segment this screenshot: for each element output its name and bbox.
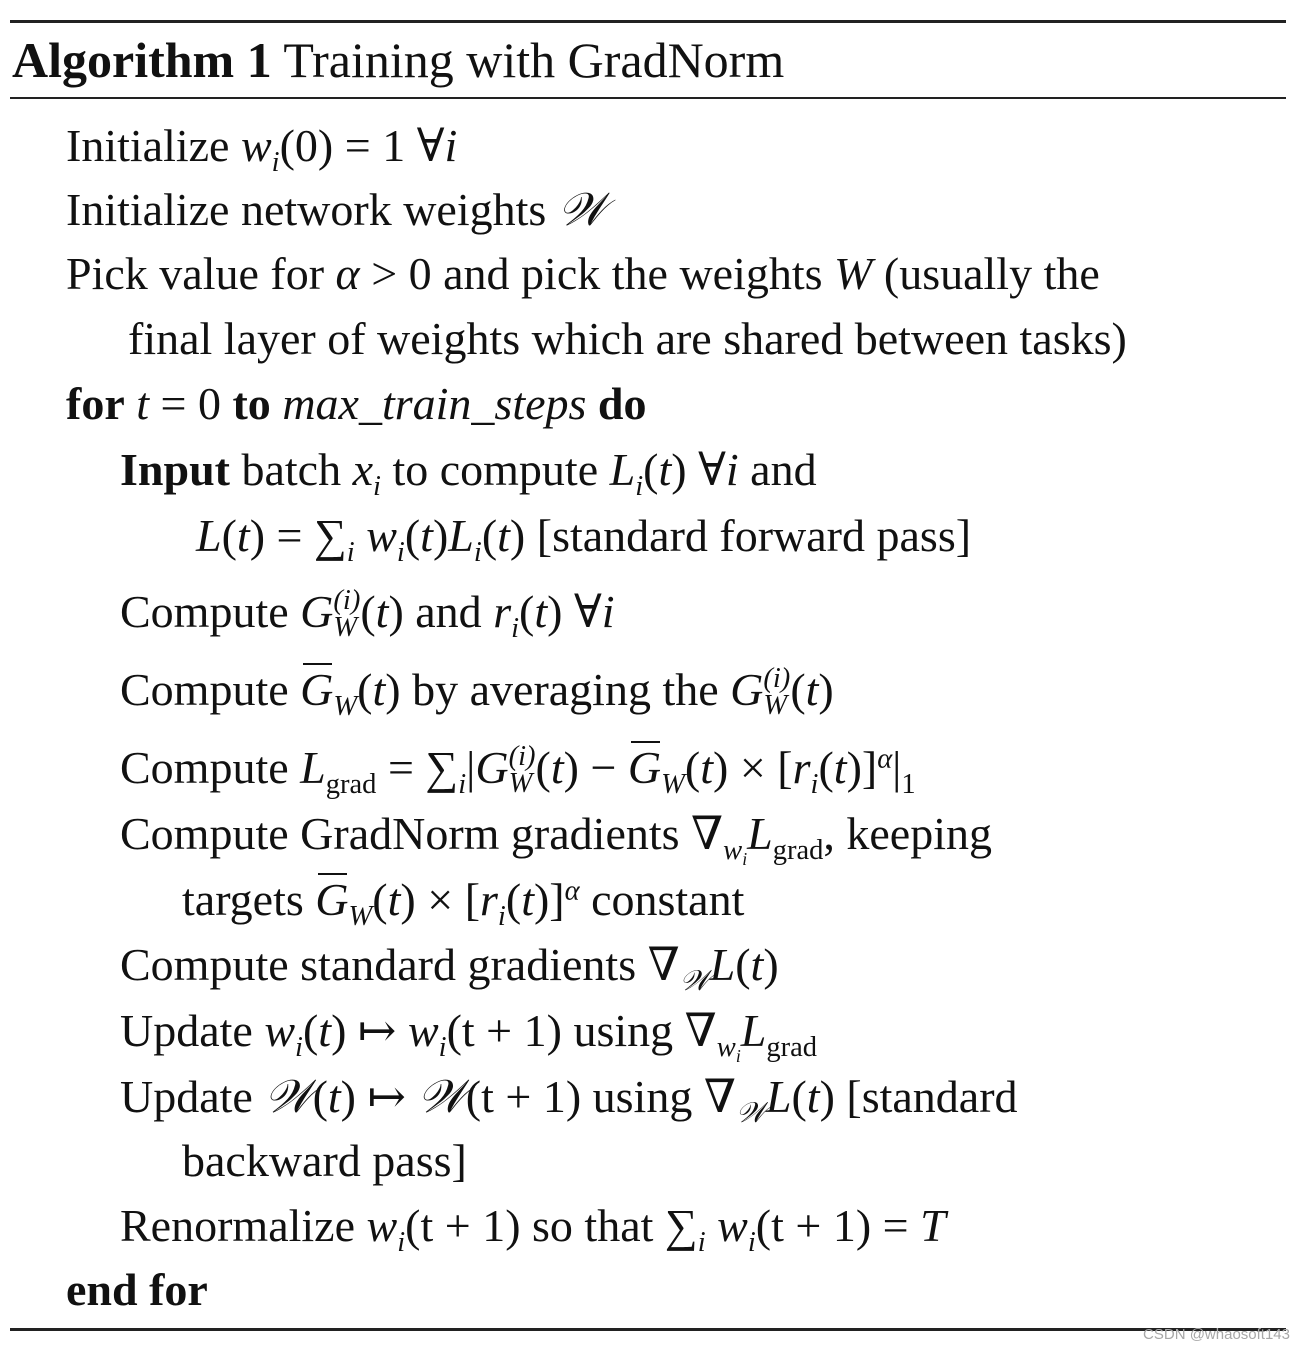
step-gradnorm-gradients: Compute GradNorm gradients $\nabla_{w_i}L_{grad}$, keeping: [120, 808, 993, 870]
step-pick-alpha: Pick value for α > 0 and pick the weights W (usually the: [66, 248, 1100, 299]
step-backward-pass: backward pass]: [182, 1135, 467, 1186]
step-compute-g-r: Compute G (i) W (t) and $r_i(t)$ ∀i: [120, 585, 615, 644]
top-rule: [10, 20, 1286, 23]
bottom-rule: [10, 1328, 1286, 1331]
header-rule: [10, 97, 1286, 99]
step-compute-g-bar: Compute $G_W(t)$ by averaging the G (i) W (t): [120, 663, 834, 722]
algorithm-name: Training with GradNorm: [283, 32, 785, 88]
step-compute-lgrad: Compute $L_{grad} = \sum_i|G$ (i) W $(t) - G_W(t) \times [r_i(t)]^\alpha|_1$: [120, 741, 916, 800]
watermark: CSDN @whaosoft143: [1143, 1326, 1290, 1343]
step-standard-gradients: Compute standard gradients $\nabla_𝒲L(t)$: [120, 939, 779, 997]
step-init-network-weights: Initialize network weights 𝒲: [66, 182, 607, 236]
end-for: end for: [66, 1264, 208, 1315]
step-update-task-weights: Update $w_i(t)$ ↦ $w_i(t + 1)$ using $\nabla_{w_i}L_{grad}$: [120, 1005, 817, 1067]
step-pick-alpha-continued: final layer of weights which are shared between tasks): [128, 313, 1127, 364]
step-forward-pass: $L(t) = \sum_i$ $w_i(t)L_i(t)$ [standard forward pass]: [196, 510, 972, 568]
step-gradnorm-targets: targets $G_W(t) \times [r_i(t)]^\alpha$ constant: [182, 874, 745, 932]
for-loop-header: for t = 0 to max_train_steps do: [66, 378, 647, 429]
step-input-batch: Input batch $x_i$ to compute $L_i(t)$ ∀i and: [120, 444, 817, 502]
algorithm-title: [12, 30, 784, 90]
step-update-network-weights: Update 𝒲(t) ↦ 𝒲(t + 1) using $\nabla_𝒲L(t)$ [standard: [120, 1069, 1018, 1129]
algorithm-label: Algorithm 1: [12, 32, 272, 88]
step-init-task-weights: Initialize $w_i(0) = 1$ ∀i: [66, 120, 458, 178]
step-renormalize: Renormalize $w_i(t + 1)$ so that $\sum_i$ $w_i(t + 1) = T$: [120, 1200, 946, 1258]
